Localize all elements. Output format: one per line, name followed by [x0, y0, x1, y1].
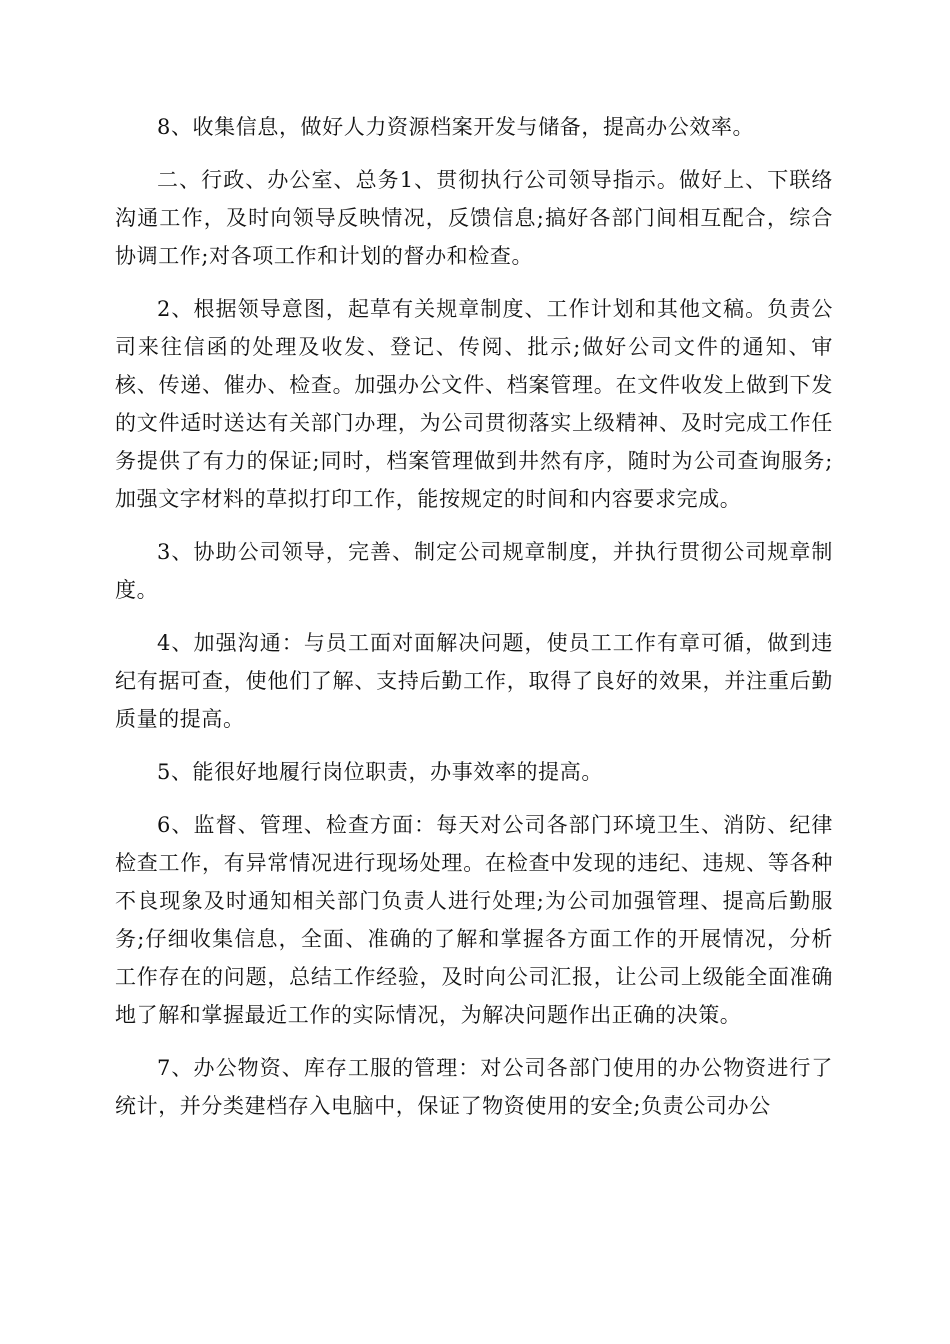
paragraph-admin-office: 二、行政、办公室、总务1、贯彻执行公司领导指示。做好上、下联络沟通工作，及时向领导反映情况，反馈信息;搞好各部门间相互配合，综合协调工作;对各项工作和计划的督办和检查。	[115, 168, 833, 268]
paragraph-item-6: 6、监督、管理、检查方面：每天对公司各部门环境卫生、消防、纪律检查工作，有异常情况进行现场处理。在检查中发现的违纪、违规、等各种不良现象及时通知相关部门负责人进行处理;为公司加强管理、提高后勤服务;仔细收集信息，全面、准确的了解和掌握各方面工作的开展情况，分析工作存在的问题，总结工作经验，及时向公司汇报，让公司上级能全面准确地了解和掌握最近工作的实际情况，为解决问题作出正确的决策。	[115, 813, 833, 1027]
paragraph-item-3: 3、协助公司领导，完善、制定公司规章制度，并执行贯彻公司规章制度。	[115, 540, 833, 602]
paragraph-item-5: 5、能很好地履行岗位职责，办事效率的提高。	[157, 760, 603, 784]
paragraph-item-8: 8、收集信息，做好人力资源档案开发与储备，提高办公效率。	[157, 115, 755, 139]
paragraph-item-7: 7、办公物资、库存工服的管理：对公司各部门使用的办公物资进行了统计，并分类建档存入电脑中，保证了物资使用的安全;负责公司办公	[115, 1056, 833, 1118]
document-body	[115, 108, 833, 1140]
paragraph-item-4: 4、加强沟通：与员工面对面解决问题，使员工工作有章可循，做到违纪有据可查，使他们了解、支持后勤工作，取得了良好的效果，并注重后勤质量的提高。	[115, 631, 833, 731]
paragraph-item-2: 2、根据领导意图，起草有关规章制度、工作计划和其他文稿。负责公司来往信函的处理及收发、登记、传阅、批示;做好公司文件的通知、审核、传递、催办、检查。加强办公文件、档案管理。在文件收发上做到下发的文件适时送达有关部门办理，为公司贯彻落实上级精神、及时完成工作任务提供了有力的保证;同时，档案管理做到井然有序，随时为公司查询服务;加强文字材料的草拟打印工作，能按规定的时间和内容要求完成。	[115, 297, 833, 511]
